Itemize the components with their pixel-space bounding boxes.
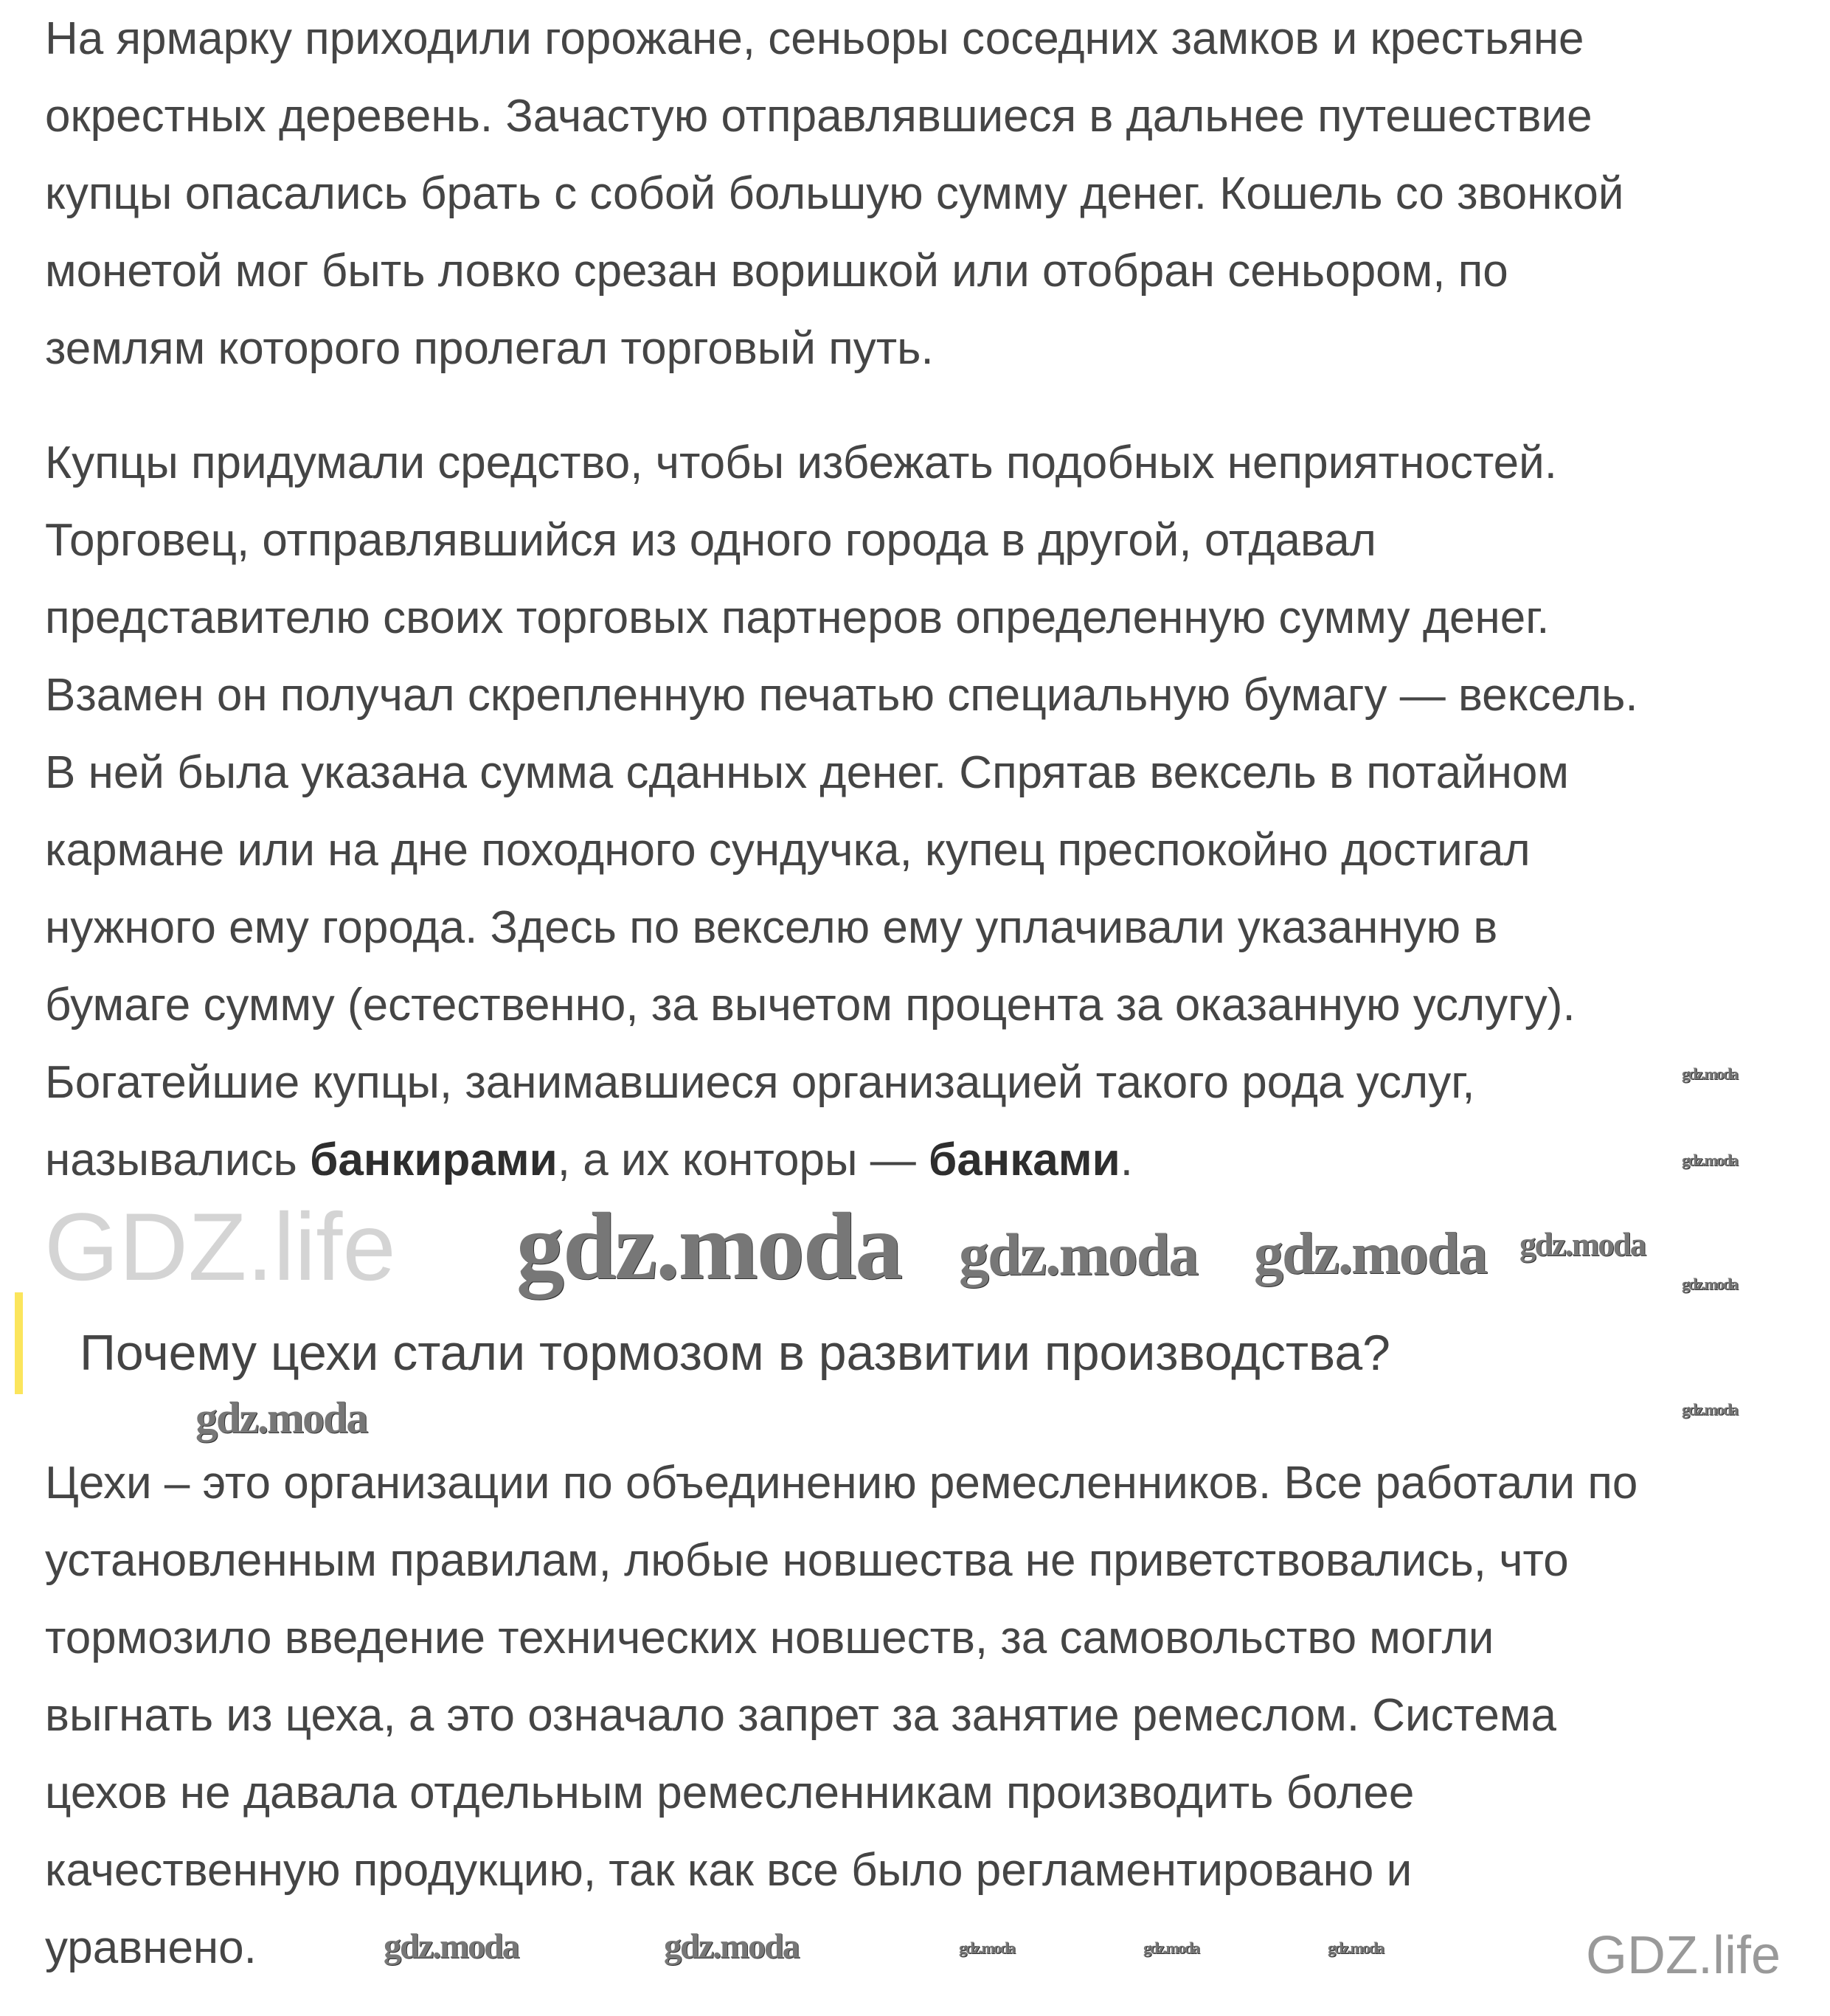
text-line: цехов не давала отдельным ремесленникам производить более <box>45 1767 1415 1818</box>
paragraph-bills <box>45 424 1638 1199</box>
paragraph-fairs <box>45 0 1623 387</box>
gdz-moda-watermark: gdz.moda <box>1682 1151 1738 1169</box>
gdz-moda-watermark: gdz.moda <box>1519 1226 1646 1263</box>
gdz-moda-watermark: gdz.moda <box>1254 1222 1487 1286</box>
text-line: выгнать из цеха, а это означало запрет за занятие ремеслом. Система <box>45 1690 1556 1741</box>
text-line: В ней была указана сумма сданных денег. Спрятав вексель в потайном <box>45 747 1570 798</box>
paragraph-answer <box>45 1444 1637 1986</box>
gdz-moda-watermark: gdz.moda <box>959 1939 1015 1957</box>
text-line: Купцы придумали средство, чтобы избежать подобных неприятностей. <box>45 437 1557 488</box>
text-line: бумаге сумму (естественно, за вычетом процента за оказанную услугу). <box>45 980 1576 1030</box>
gdz-moda-watermark: gdz.moda <box>1143 1939 1199 1957</box>
text-line: нужного ему города. Здесь по векселю ему уплачивали указанную в <box>45 902 1498 953</box>
text-line: купцы опасались брать с собой большую сумму денег. Кошель со звонкой <box>45 168 1624 219</box>
text: , а их конторы — <box>557 1135 929 1185</box>
text-line: тормозило введение технических новшеств, за самовольство могли <box>45 1613 1494 1663</box>
gdz-moda-watermark: gdz.moda <box>664 1927 799 1966</box>
text-line: Цехи – это организации по объединению ремесленников. Все работали по <box>45 1458 1638 1508</box>
text-line: установленным правилам, любые новшества не приветствовались, что <box>45 1535 1569 1586</box>
gdz-moda-watermark: gdz.moda <box>516 1194 902 1300</box>
text: . <box>1120 1135 1133 1185</box>
question-heading: Почему цехи стали тормозом в развитии производства? <box>80 1325 1390 1381</box>
text-line <box>45 1121 1638 1199</box>
gdz-life-background-watermark: GDZ.life <box>44 1193 396 1300</box>
text-line: Взамен он получал скрепленную печатью специальную бумагу — вексель. <box>45 670 1638 721</box>
text-line: представителю своих торговых партнеров определенную сумму денег. <box>45 592 1550 643</box>
heading-accent-bar <box>15 1292 23 1394</box>
text-line: уравнено. <box>45 1922 257 1973</box>
text-line: землям которого пролегал торговый путь. <box>45 323 934 374</box>
text-line: качественную продукцию, так как все было регламентировано и <box>45 1845 1413 1896</box>
gdz-moda-watermark: gdz.moda <box>384 1927 519 1966</box>
text-line: Богатейшие купцы, занимавшиеся организацией такого рода услуг, <box>45 1057 1475 1108</box>
gdz-moda-watermark: gdz.moda <box>1682 1275 1738 1293</box>
text: назывались <box>45 1135 311 1185</box>
text-line: кармане или на дне походного сундучка, купец преспокойно достигал <box>45 825 1531 876</box>
gdz-moda-watermark: gdz.moda <box>195 1393 367 1442</box>
gdz-moda-watermark: gdz.moda <box>1682 1400 1738 1419</box>
text-line: окрестных деревень. Зачастую отправлявшиеся в дальнее путешествие <box>45 91 1592 142</box>
term-bankers: банкирами <box>310 1135 558 1185</box>
text-line: На ярмарку приходили горожане, сеньоры соседних замков и крестьяне <box>45 13 1584 64</box>
text-line: Торговец, отправлявшийся из одного города в другой, отдавал <box>45 515 1376 566</box>
gdz-moda-watermark: gdz.moda <box>1328 1939 1384 1957</box>
term-banks: банками <box>929 1135 1120 1185</box>
gdz-moda-watermark: gdz.moda <box>959 1221 1198 1288</box>
gdz-life-brand: GDZ.life <box>1586 1926 1781 1985</box>
text-line: монетой мог быть ловко срезан воришкой или отобран сеньором, по <box>45 246 1508 297</box>
gdz-moda-watermark: gdz.moda <box>1682 1064 1738 1083</box>
